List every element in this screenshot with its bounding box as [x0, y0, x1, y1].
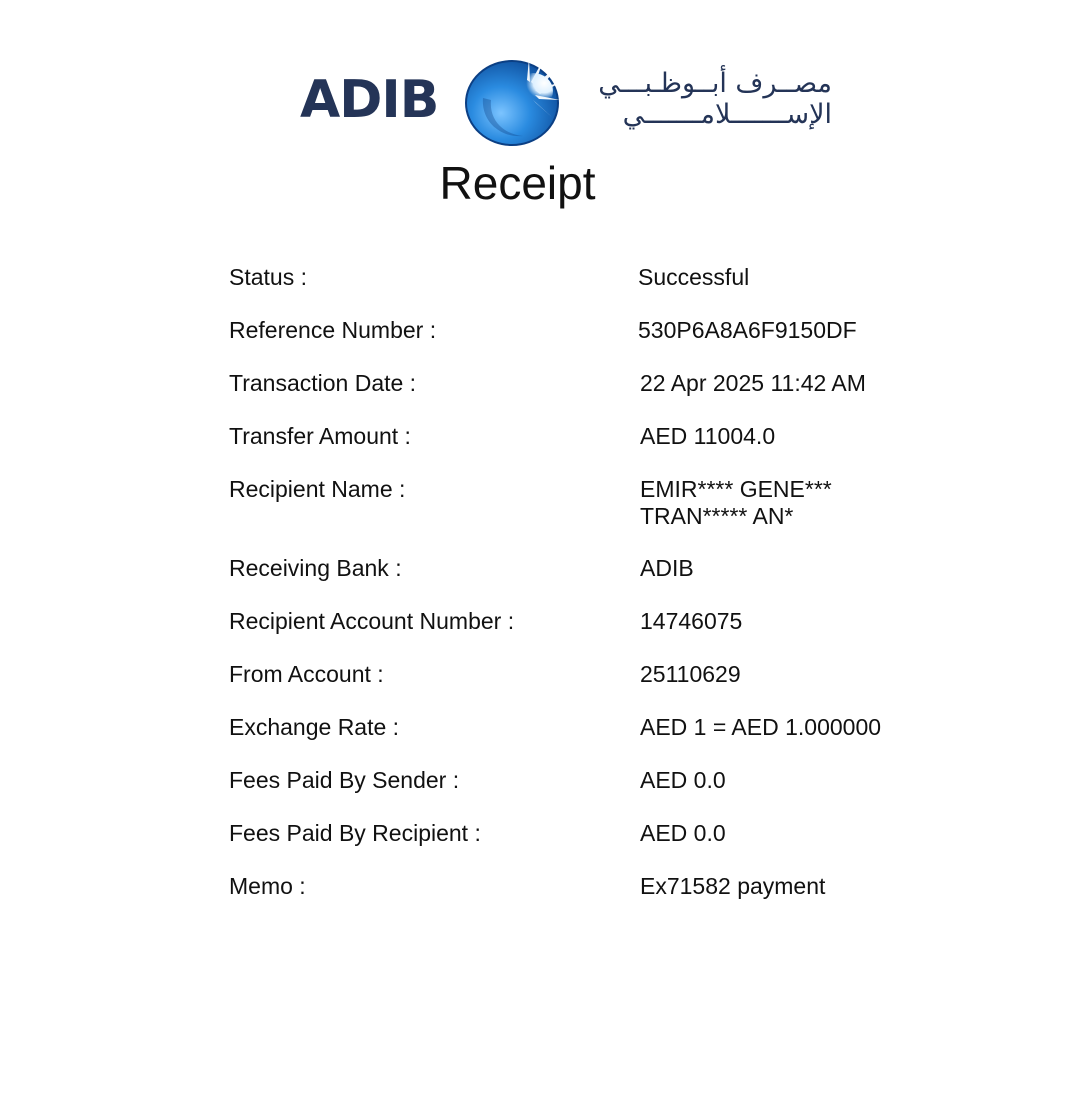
exchange-rate-value: AED 1 = AED 1.000000: [640, 714, 882, 740]
recipient-name-value: EMIR**** GENE*** TRAN***** AN*: [640, 476, 832, 529]
recipient-account-row: [229, 608, 949, 661]
recipient-account-value: 14746075: [640, 608, 743, 634]
amount-row: [229, 423, 949, 476]
receiving-bank-label: Receiving Bank :: [229, 555, 402, 581]
reference-value: 530P6A8A6F9150DF: [638, 317, 857, 343]
fees-recipient-label: Fees Paid By Recipient :: [229, 820, 481, 846]
logo-wordmark-arabic: [580, 68, 832, 134]
fees-sender-value: AED 0.0: [640, 767, 726, 793]
date-label: Transaction Date :: [229, 370, 417, 396]
adib-logo: [300, 56, 840, 146]
receiving-bank-row: [229, 555, 949, 608]
date-value: 22 Apr 2025 11:42 AM: [640, 370, 866, 396]
status-value: Successful: [638, 264, 750, 290]
from-account-label: From Account :: [229, 661, 384, 687]
exchange-rate-label: Exchange Rate :: [229, 714, 400, 740]
fees-recipient-value: AED 0.0: [640, 820, 726, 846]
logo-arabic-line1: مصــرف أبــوظـبـــي: [598, 68, 832, 99]
fees-sender-row: [229, 767, 949, 820]
date-row: [229, 370, 949, 423]
from-account-value: 25110629: [640, 661, 741, 687]
receiving-bank-value: ADIB: [640, 555, 694, 581]
logo-wordmark-latin: ADIB: [300, 70, 439, 130]
reference-label: Reference Number :: [229, 317, 437, 343]
memo-label: Memo :: [229, 873, 306, 899]
from-account-row: [229, 661, 949, 714]
exchange-rate-row: [229, 714, 949, 767]
receipt-details: [229, 264, 949, 926]
fees-recipient-row: [229, 820, 949, 873]
amount-label: Transfer Amount :: [229, 423, 411, 449]
fees-sender-label: Fees Paid By Sender :: [229, 767, 460, 793]
memo-row: [229, 873, 949, 926]
status-label: Status :: [229, 264, 307, 290]
logo-arabic-line2: الإســـــــلامـــــــي: [622, 99, 832, 130]
page-title: Receipt: [439, 157, 596, 209]
recipient-account-label: Recipient Account Number :: [229, 608, 515, 634]
amount-value: AED 11004.0: [640, 423, 776, 449]
logo-emblem-icon: [463, 58, 561, 146]
status-row: [229, 264, 949, 317]
memo-value: Ex71582 payment: [640, 873, 826, 899]
recipient-name-label: Recipient Name :: [229, 476, 406, 502]
reference-row: [229, 317, 949, 370]
recipient-name-row: [229, 476, 949, 555]
